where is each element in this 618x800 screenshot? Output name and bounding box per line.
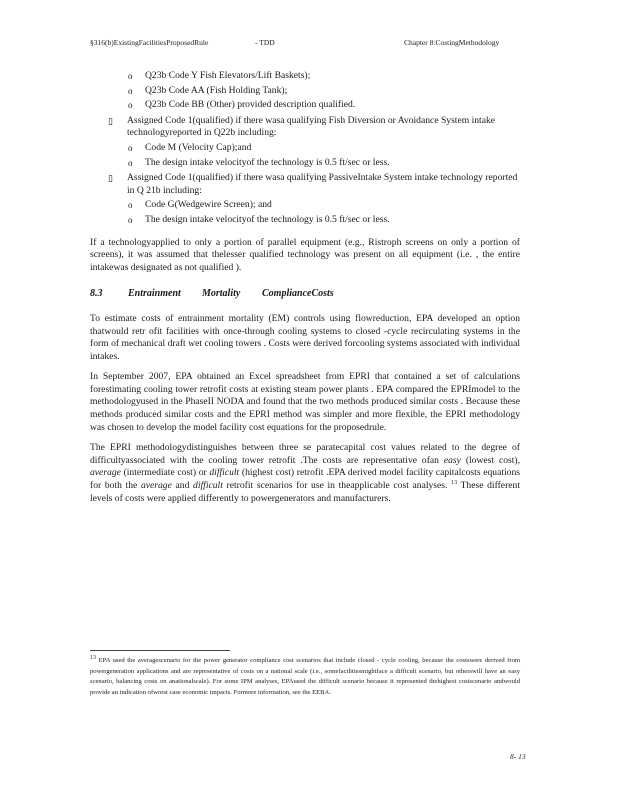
circle-bullet-icon: o (128, 200, 133, 211)
page-number: 8- 13 (510, 752, 526, 761)
paragraph-epri-spreadsheet: In September 2007, EPA obtained an Excel spreadsheet from EPRI that contained a set of calculations forestimating cooling tower retrofit costs at existing steam power plants . EPA compared the EPRImodel to the methodologyused in the PhaseII NODA and found that the two methods produced similar costs . Because these methods produced similar costs and the EPRI method was simpler and more flexible, the EPRI methodology was chosen to develop the model facility cost equations for the proposedrule. (90, 371, 520, 433)
list-item: o Code M (Velocity Cap);and (128, 141, 252, 153)
footnote-number: 13 (90, 654, 96, 661)
section-title-word: Entrainment (128, 288, 181, 300)
section-number: 8.3 (90, 288, 103, 300)
circle-bullet-icon: o (128, 85, 133, 96)
circle-bullet-icon: o (128, 157, 133, 168)
section-heading (90, 288, 520, 301)
list-item: o Q23b Code AA (Fish Holding Tank); (128, 84, 288, 96)
section-title-word: ComplianceCosts (262, 288, 334, 300)
header-middle: - TDD (255, 38, 275, 47)
bullet-fish-diversion: ▯ Assigned Code 1(qualified) if there wasa qualifying Fish Diversion or Avoidance System intake technologyreported in Q22b including: (108, 114, 496, 139)
emphasis-term: average (140, 480, 172, 492)
list-item: o The design intake velocityof the technology is 0.5 ft/sec or less. (128, 213, 390, 225)
circle-bullet-icon: o (128, 142, 133, 153)
sub-list-fish-handling (90, 70, 520, 112)
header-left: §316(b)ExistingFacilitiesProposedRule (90, 38, 209, 47)
circle-bullet-icon: o (128, 100, 133, 111)
circle-bullet-icon: o (128, 214, 133, 225)
sub-list-passive-intake (90, 199, 520, 226)
paragraph-partial-technology: If a technologyapplied to only a portion of parallel equipment (e.g., Ristroph screens on only a portion of screens), it was assumed that thelesser qualified technology was present on all equipment (i.e. , the entire intakewas designated as not qualified ). (90, 236, 520, 273)
square-bullet-icon: ▯ (108, 115, 113, 126)
paragraph-em-controls: To estimate costs of entrainment mortality (EM) controls using flowreduction, EPA developed an option thatwould retr ofit facilities with once-through cooling systems to closed -cycle recirculating systems in the form of mechanical draft wet cooling towers . Costs were derived forcooling systems associated with individual intakes. (90, 312, 520, 362)
footnote (90, 656, 520, 698)
header-right: Chapter 8:CostingMethodology (404, 38, 500, 47)
emphasis-term: average (90, 467, 121, 479)
emphasis-term: difficult (209, 467, 240, 479)
square-bullet-icon: ▯ (108, 173, 113, 184)
footnote-text: EPA used the averagescenario for the power generator compliance cost scenarios that include closed - cycle cooling, because the costswere derived from powergeneration applications and are representative of costs on a national scale (i.e., somefacilitiesmightface a difficult scenario, but otherswill have an easy scenario, balancing costs on anationalscale). For some IPM analyses, EPAused the difficult scenario because it represented thehighest costscenario andwould provide an indication ofworst case economic impacts. Formore information, see the EEBA. (90, 657, 520, 696)
section-title-word: Mortality (202, 288, 241, 300)
paragraph-epri-methodology: The EPRI methodologydistinguishes between three se paratecapital cost values related to the degree of difficultyassociated with the cooling tower retrofit .The costs are representative ofan easy (lowest cost), average (intermediate cost) or difficult (highest cost) retrofit .EPA derived model facility capitalcosts equations for both the average and difficult retrofit scenarios for use in theapplicable cost analyses. $^{13}$ These different levels of costs were applied differently to powergenerators and manufacturers. (90, 442, 520, 504)
emphasis-term: easy (443, 454, 461, 466)
footnote-reference[interactable]: 13 (451, 479, 458, 486)
list-item: o Q23b Code Y Fish Elevators/Lift Baskets); (128, 70, 311, 81)
sub-list-fish-diversion (90, 142, 520, 169)
list-item: o The design intake velocityof the technology is 0.5 ft/sec or less. (128, 156, 390, 168)
footnote-divider (90, 650, 230, 651)
list-item: o Code G(Wedgewire Screen); and (128, 199, 272, 211)
list-item: o Q23b Code BB (Other) provided description qualified. (128, 99, 356, 111)
document-body (90, 70, 520, 513)
bullet-passive-intake: ▯ Assigned Code 1(qualified) if there wasa qualifying PassiveIntake System intake technology reported in Q 21b including: (108, 172, 518, 196)
circle-bullet-icon: o (128, 71, 133, 81)
emphasis-term: difficult (193, 480, 223, 492)
